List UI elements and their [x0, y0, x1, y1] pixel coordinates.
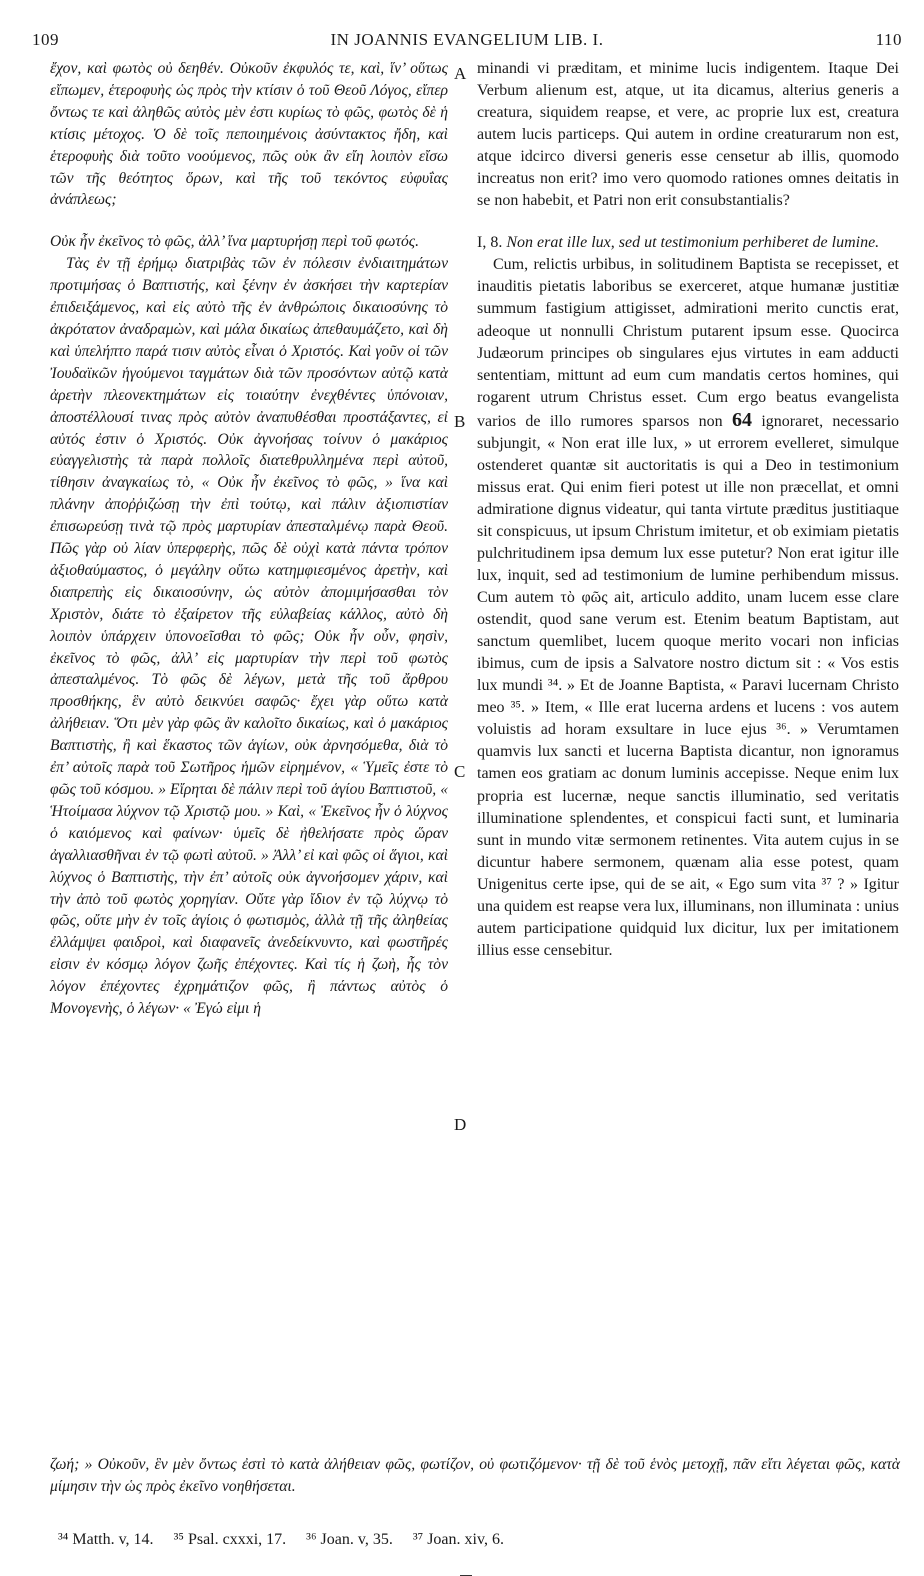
latin-section-heading: [477, 232, 899, 254]
running-title: IN JOANNIS EVANGELIUM LIB. I.: [330, 30, 604, 49]
footnote-34: ³⁴ Matth. v, 14.: [58, 1531, 154, 1548]
margin-marker-a: A: [454, 64, 467, 83]
greek-tail-text: ζωή; » Οὐκοῦν, ἓν μὲν ὄντως ἐστὶ τὸ κατὰ ἀλήθειαν φῶς, φωτίζον, οὐ φωτιζόμενον· τῇ δὲ τοῦ ἑνὸς μετοχῇ, πᾶν εἴτι λέγεται φῶς, κατὰ μίμησιν τὴν ὡς πρὸς ἐκεῖνο νοηθήσεται.: [50, 1456, 900, 1495]
latin-paragraph-1: minandi vi præditam, et minime lucis indigentem. Itaque Dei Verbum alienum est, atque, ut ita dicamus, alterius generis a creatura, siquidem reapse, et vere, ac proprie lux est, creatura autem lucis particeps. Qui autem in ordine creaturarum non est, atque idcirco diversi generis esse censetur ab illis, quomodo increatus non erit? imo vero quomodo rationes omnes deitatis in se non habebit, et Patri non erit consubstantialis?: [477, 60, 899, 210]
greek-paragraph-1: ἔχον, καὶ φωτὸς οὐ δεηθέν. Οὐκοῦν ἐκφυλός τε, καὶ, ἵν’ οὕτως εἴπωμεν, ἑτεροφυὴς ὡς πρὸς τὴν κτίσιν ὁ τοῦ Θεοῦ Λόγος, εἴπερ ὄντως τε καὶ ἀληθῶς αὐτὸς μὲν ἐστι κυρίως τὸ φῶς, φωτὸς δὲ ἡ κτίσις μέτοχος. Ὁ δὲ τοῖς πεποιημένοις ἀσύντακτος ἤδη, καὶ ἑτεροφυὴς διὰ τοῦτο νοούμενος, πῶς οὐκ ἂν εἴη λοιπὸν εἴσω τῶν τῆς θεότητος ὅρων, καὶ τῆς τοῦ τεκόντος εὐφυΐας ἀνάπλεως;: [50, 60, 448, 209]
footnotes: [58, 1531, 520, 1549]
latin-heading-reference: I, 8.: [477, 234, 503, 252]
latin-column: [477, 58, 899, 962]
greek-tail-fullwidth: [50, 1454, 900, 1498]
latin-heading-text: Non erat ille lux, sed ut testimonium perhiberet de lumine.: [506, 234, 880, 252]
page-number-right: 110: [875, 30, 902, 49]
latin-paragraph-2: [477, 254, 899, 962]
edition-page-marker: 64: [732, 408, 752, 431]
latin-paragraph-2b: ignoraret, necessario subjungit, « Non erat ille lux, » ut errorem evelleret, simulque ostenderet quantæ sit auctoritatis is qui a Deo in testimonium missus erat. Qui enim fieri potest ut ille non præcellat, et omni admiratione dignus videatur, qui tanta virtute præditus justitiaque sit conspicuus, ut ipsum Christum imitetur, et ob eximiam pietatis pulchritudinem ipsa demum lux esse putetur? Non erat igitur ille lux, inquit, sed ad testimonium de lumine perhibendum missus. Cum autem τὸ φῶς ait, articulo addito, unam lucem esse clare ostendit, quod sane verum est. Etenim beatum Baptistam, aut sanctum quemlibet, lucem quoque merito vocari non inficias ibimus, cum de ipsis a Salvatore nostro dictum sit : « Vos estis lux mundi ³⁴. » Et de Joanne Baptista, « Paravi lucernam Christo meo ³⁵. » Item, « Ille erat lucerna ardens et lucens : vos autem voluistis ad horam exsultare in luce ejus ³⁶. » Verumtamen quamvis lux sancti et lucerna Baptista dicantur, non ignoramus tamen eos gratiam ac donum luminis accepisse. Neque enim lux propria est lucernæ, neque sanctis illuminatio, sed veritatis illuminatione splendentes, et conspicui facti sunt, et luminaria sunt in mundo vitæ sermonem retinentes. Vita autem cujus in se dicuntur habere sermonem, quænam alia esse potest, quam Unigenitus certe ipse, qui de se ait, « Ego sum vita ³⁷ ? » Igitur una quidem est reapse vera lux, illuminans, non illuminata : unius autem participatione quidquid lux dicitur, lux per imitationem illius esse censebitur.: [477, 412, 900, 959]
footnote-37: ³⁷ Joan. xiv, 6.: [412, 1531, 504, 1548]
running-header: [32, 30, 902, 56]
footnote-36: ³⁶ Joan. v, 35.: [306, 1531, 393, 1548]
greek-paragraph-2: Τὰς ἐν τῇ ἐρήμῳ διατριβὰς τῶν ἐν πόλεσιν ἐνδιαιτημάτων προτιμήσας ὁ Βαπτιστής, καὶ ξένην ἐν ἀσκήσει τὴν καρτερίαν ἐπιδειξάμενος, καὶ εἰς αὐτὸ τῆς ἐν ἀνθρώποις δικαιοσύνης τὸ ἀκρότατον ἀναδραμὼν, καὶ μάλα δικαίως ἀπεθαυμάζετο, καὶ δὴ καὶ ὑπελήπτο παρά τισιν αὐτὸς εἶναι ὁ Χριστός. Καὶ γοῦν οἱ τῶν Ἰουδαϊκῶν ἡγούμενοι ταγμάτων διὰ τῶν προσόντων αὐτῷ κατὰ ἀρετὴν πλεονεκτημάτων εἰς τοιαύτην ἐνεχθέντες ὑπόνοιαν, ἀποστέλλουσί τινας πρὸς αὐτὸν ἀναπυθέσθαι προστάξαντες, εἰ αὐτός ἐστιν ὁ Χριστός. Οὐκ ἀγνοήσας τοίνυν ὁ μακάριος εὐαγγελιστὴς τὰ παρὰ πολλοῖς διατεθρυλλημένα περὶ αὐτοῦ, τίθησιν ἀναγκαίως τὸ, « Οὐκ ἦν ἐκεῖνος τὸ φῶς, » ἵνα καὶ πλάνην ἀποῤῥιζώσῃ τὴν ἐπὶ τούτῳ, καὶ πάλιν ἀξιοπιστίαν ἐπισωρεύσῃ τινὰ τῷ πρὸς μαρτυρίαν ἀπεσταλμένῳ παρὰ Θεοῦ. Πῶς γὰρ οὐ λίαν ὑπερφερὴς, πῶς δὲ οὐχὶ κατὰ πάντα τρόπον ἀξιοθαύμαστος, ὁ μεγάλην οὕτω κατημφιεσμένος ἀρετὴν, καὶ διαπρεπὴς εἰς δικαιοσύνην, ὡς αὐτὸν ἀπομιμήσασθαι τὸν Χριστὸν, διάτε τὸ ἐξαίρετον τῆς εὐλαβείας κάλλος, αὐτὸ δὴ λοιπὸν ὑπάρχειν ὑπονοεῖσθαι τὸ φῶς; Οὐκ ἦν οὖν, φησὶν, ἐκεῖνος τὸ φῶς, ἀλλ’ εἰς μαρτυρίαν τὴν περὶ τοῦ φωτὸς ἀπεσταλμένος. Τὸ φῶς δὲ λέγων, μετὰ τῆς τοῦ ἄρθρου προσθήκης, ἓν αὐτὸ δεικνύει σαφῶς· ἔχει γὰρ οὕτω κατὰ ἀλήθειαν. Ὅτι μὲν γὰρ φῶς ἂν καλοῖτο δικαίως, καὶ ὁ μακάριος Βαπτιστὴς, ἢ καὶ ἕκαστος τῶν ἁγίων, οὐκ ἀρνησόμεθα, διὰ τὸ ἐπ’ αὐτοῖς παρὰ τοῦ Σωτῆρος ἡμῶν εἰρημένον, « Ὑμεῖς ἐστε τὸ φῶς τοῦ κόσμου. » Εἴρηται δὲ πάλιν περὶ τοῦ ἁγίου Βαπτιστοῦ, « Ἡτοίμασα λύχνον τῷ Χριστῷ μου. » Καὶ, « Ἐκεῖνος ἦν ὁ λύχνος ὁ καιόμενος καὶ φαίνων· ὑμεῖς δὲ ἠθελήσατε πρὸς ὥραν ἀγαλλιασθῆναι ἐν τῷ φωτὶ αὐτοῦ. » Ἀλλ’ εἰ καὶ φῶς οἱ ἅγιοι, καὶ λύχνος ὁ Βαπτιστὴς, τὴν ἐπ’ αὐτοῖς οὐκ ἀγνοήσομεν χάριν, καὶ τὴν ἀπὸ τοῦ φωτὸς χορηγίαν. Οὔτε γὰρ ἴδιον ἐν τῷ λύχνῳ τὸ φῶς, οὔτε μὴν ἐν τοῖς ἁγίοις ὁ φωτισμὸς, ἀλλὰ τῇ τῆς ἀληθείας ἐλλάμψει φαιδροὶ, καὶ διαφανεῖς ἀνεδείκνυντο, καὶ φωστῆρές εἰσιν ἐν κόσμῳ λόγον ζωῆς ἐπέχοντες. Καὶ τίς ἡ ζωὴ, ἧς τὸν λόγον ἐπέχοντες ἐχρημάτιζον φῶς, ἢ πάντως αὐτὸς ὁ Μονογενὴς, ὁ λέγων· « Ἐγώ εἰμι ἡ: [50, 255, 448, 1018]
margin-marker-b: B: [454, 412, 466, 431]
latin-paragraph-2a: Cum, relictis urbibus, in solitudinem Baptista se recepisset, et inauditis pietatis laboribus se exerceret, atque humanæ justitiæ summum fastigium attigisset, admirationi merito cunctis erat, adeoque ut nonnulli Christum putarent ipsum esse. Quocirca Judæorum principes ob singulares ejus virtutes in eam adducti sententiam, mittunt ad eum cum mandatis certos homines, qui rogarent utrum Christus esset. Cum ergo beatus evangelista varios de illo rumores sparsos non: [477, 256, 899, 430]
footnote-35: ³⁵ Psal. cxxxi, 17.: [173, 1531, 287, 1548]
page-number-left: 109: [32, 30, 59, 49]
greek-section-heading: Οὐκ ἦν ἐκεῖνος τὸ φῶς, ἀλλ’ ἵνα μαρτυρήσῃ περὶ τοῦ φωτός.: [50, 233, 419, 251]
greek-column: [50, 58, 448, 1020]
margin-marker-d: D: [454, 1115, 467, 1134]
margin-marker-c: C: [454, 762, 466, 781]
